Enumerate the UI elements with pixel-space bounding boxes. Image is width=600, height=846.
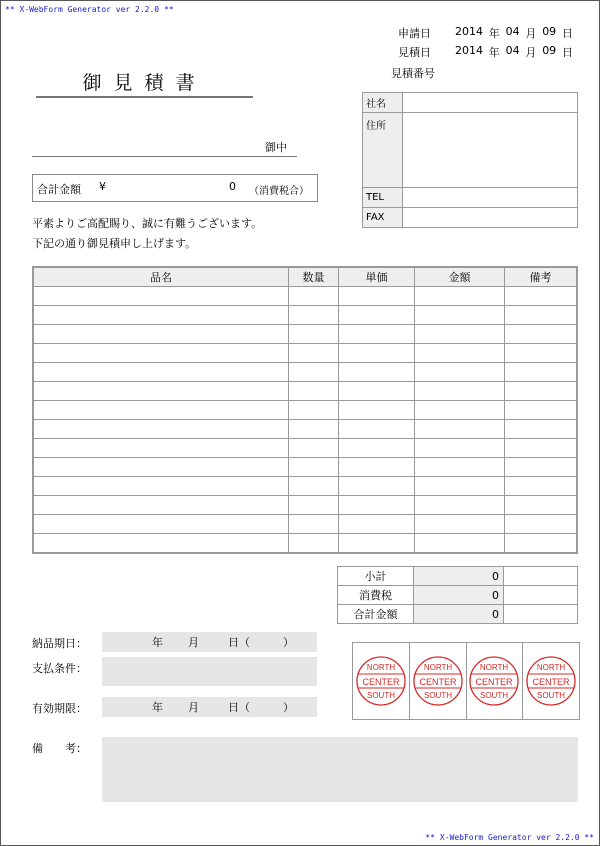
stamp-top-text: NORTH <box>536 663 566 672</box>
unit-price-cell[interactable] <box>339 287 415 306</box>
unit-price-cell[interactable] <box>339 534 415 554</box>
unit-price-cell[interactable] <box>339 401 415 420</box>
table-row <box>33 515 577 534</box>
apply-day[interactable]: 09 <box>542 25 557 38</box>
notes-cell[interactable] <box>505 401 578 420</box>
table-row <box>33 363 577 382</box>
greeting-line2: 下記の通り御見積申し上げます。 <box>32 237 197 250</box>
amount-cell[interactable] <box>415 477 505 496</box>
table-row <box>33 420 577 439</box>
company-address-label: 住所 <box>363 113 403 188</box>
company-name-label: 社名 <box>363 93 403 113</box>
quantity-cell[interactable] <box>289 363 339 382</box>
header-quantity: 数量 <box>289 267 339 287</box>
payment-terms-label: 支払条件： <box>32 662 87 675</box>
amount-cell[interactable] <box>415 306 505 325</box>
item-name-cell[interactable] <box>33 287 289 306</box>
month-char: 月 <box>525 27 537 40</box>
delivery-date-field[interactable] <box>102 632 317 652</box>
company-fax-label: FAX <box>363 208 403 228</box>
quantity-cell[interactable] <box>289 306 339 325</box>
items-header-row <box>33 267 577 287</box>
tax-note-cell[interactable] <box>504 586 578 605</box>
total-box <box>32 174 318 202</box>
notes-cell[interactable] <box>505 439 578 458</box>
unit-price-cell[interactable] <box>339 477 415 496</box>
notes-cell[interactable] <box>505 534 578 554</box>
notes-cell[interactable] <box>505 458 578 477</box>
stamp-mid-text: CENTER <box>419 677 457 687</box>
amount-cell[interactable] <box>415 287 505 306</box>
unit-price-cell[interactable] <box>339 306 415 325</box>
company-name-field[interactable] <box>403 93 578 113</box>
month-char: 月 <box>188 636 199 649</box>
item-name-cell[interactable] <box>33 306 289 325</box>
grand-total-note[interactable] <box>504 605 578 624</box>
payment-terms-field[interactable] <box>102 657 317 686</box>
table-row <box>33 325 577 344</box>
table-row <box>33 344 577 363</box>
notes-cell[interactable] <box>505 325 578 344</box>
stamp-mid-text: CENTER <box>475 677 513 687</box>
tax-value: 0 <box>414 586 504 605</box>
notes-cell[interactable] <box>505 306 578 325</box>
apply-month[interactable]: 04 <box>505 25 520 38</box>
table-row <box>33 534 577 554</box>
unit-price-cell[interactable] <box>339 382 415 401</box>
item-name-cell[interactable] <box>33 458 289 477</box>
amount-cell[interactable] <box>415 534 505 554</box>
estimate-number-label: 見積番号 <box>391 67 435 80</box>
stamp-mid-text: CENTER <box>362 677 400 687</box>
notes-cell[interactable] <box>505 515 578 534</box>
table-row <box>33 287 577 306</box>
stamp-top-text: NORTH <box>366 663 396 672</box>
item-name-cell[interactable] <box>33 439 289 458</box>
tax-label: 消費税 <box>338 586 414 605</box>
valid-until-label: 有効期限： <box>32 702 87 715</box>
unit-price-cell[interactable] <box>339 515 415 534</box>
table-row <box>33 306 577 325</box>
stamp-cell[interactable] <box>523 643 579 719</box>
quantity-cell[interactable] <box>289 534 339 554</box>
item-name-cell[interactable] <box>33 496 289 515</box>
table-row <box>33 458 577 477</box>
quantity-cell[interactable] <box>289 420 339 439</box>
total-value: 0 <box>229 180 236 193</box>
amount-cell[interactable] <box>415 496 505 515</box>
company-tel-field[interactable] <box>403 188 578 208</box>
day-char: 日（ <box>228 701 250 714</box>
item-name-cell[interactable] <box>33 420 289 439</box>
quantity-cell[interactable] <box>289 496 339 515</box>
item-name-cell[interactable] <box>33 401 289 420</box>
item-name-cell[interactable] <box>33 344 289 363</box>
close-paren: ） <box>283 636 294 649</box>
header-item-name: 品名 <box>33 267 289 287</box>
item-name-cell[interactable] <box>33 382 289 401</box>
table-row <box>33 401 577 420</box>
grand-total-label: 合計金額 <box>338 605 414 624</box>
unit-price-cell[interactable] <box>339 458 415 477</box>
day-char: 日（ <box>228 636 250 649</box>
quantity-cell[interactable] <box>289 458 339 477</box>
day-char: 日 <box>561 27 573 40</box>
stamp-bottom-text: SOUTH <box>537 691 566 700</box>
apply-date-label: 申請日 <box>398 27 431 40</box>
item-name-cell[interactable] <box>33 515 289 534</box>
stamp-cell[interactable] <box>353 643 410 719</box>
quantity-cell[interactable] <box>289 382 339 401</box>
unit-price-cell[interactable] <box>339 420 415 439</box>
table-row <box>33 477 577 496</box>
apply-date <box>455 25 573 41</box>
item-name-cell[interactable] <box>33 325 289 344</box>
month-char: 月 <box>525 46 537 59</box>
amount-cell[interactable] <box>415 401 505 420</box>
year-char: 年 <box>152 701 163 714</box>
summary-table <box>337 566 578 624</box>
year-char: 年 <box>152 636 163 649</box>
stamp-seal-icon <box>468 655 520 707</box>
stamp-top-text: NORTH <box>480 663 509 672</box>
month-char: 月 <box>188 701 199 714</box>
total-label: 合計金額 <box>37 183 81 196</box>
amount-cell[interactable] <box>415 458 505 477</box>
estimate-date <box>455 44 573 60</box>
header-notes: 備考 <box>505 267 578 287</box>
stamp-seal-icon <box>525 655 577 707</box>
subtotal-label: 小計 <box>338 567 414 586</box>
year-char: 年 <box>488 46 500 59</box>
stamp-cell[interactable] <box>410 643 467 719</box>
stamp-bottom-text: SOUTH <box>366 691 395 700</box>
item-name-cell[interactable] <box>33 534 289 554</box>
items-body <box>33 287 577 554</box>
amount-cell[interactable] <box>415 515 505 534</box>
unit-price-cell[interactable] <box>339 363 415 382</box>
company-address-field[interactable] <box>403 113 578 188</box>
amount-cell[interactable] <box>415 325 505 344</box>
table-row <box>33 439 577 458</box>
tax-note: （消費税合） <box>249 186 309 197</box>
notes-cell[interactable] <box>505 496 578 515</box>
company-tel-label: TEL <box>363 188 403 208</box>
item-name-cell[interactable] <box>33 477 289 496</box>
currency-symbol: ¥ <box>99 180 106 193</box>
amount-cell[interactable] <box>415 344 505 363</box>
estimate-year[interactable]: 2014 <box>455 44 483 57</box>
unit-price-cell[interactable] <box>339 496 415 515</box>
items-table <box>32 266 578 554</box>
unit-price-cell[interactable] <box>339 325 415 344</box>
amount-cell[interactable] <box>415 363 505 382</box>
recipient-field[interactable] <box>32 138 297 157</box>
subtotal-note[interactable] <box>504 567 578 586</box>
table-row <box>33 382 577 401</box>
unit-price-cell[interactable] <box>339 344 415 363</box>
amount-cell[interactable] <box>415 420 505 439</box>
year-char: 年 <box>488 27 500 40</box>
company-info-table <box>362 92 578 228</box>
quantity-cell[interactable] <box>289 287 339 306</box>
valid-until-field[interactable] <box>102 697 317 717</box>
recipient-suffix: 御中 <box>265 141 287 154</box>
generator-label-top: ** X-WebForm Generator ver 2.2.0 ** <box>5 5 174 14</box>
subtotal-value: 0 <box>414 567 504 586</box>
grand-total-value: 0 <box>414 605 504 624</box>
stamp-cell[interactable] <box>467 643 524 719</box>
stamp-bottom-text: SOUTH <box>480 691 509 700</box>
stamp-seal-icon <box>412 655 464 707</box>
approval-stamps <box>352 642 580 720</box>
quantity-cell[interactable] <box>289 344 339 363</box>
remarks-field[interactable] <box>102 737 578 802</box>
notes-cell[interactable] <box>505 363 578 382</box>
quantity-cell[interactable] <box>289 325 339 344</box>
quantity-cell[interactable] <box>289 439 339 458</box>
header-unit-price: 単価 <box>339 267 415 287</box>
estimate-day[interactable]: 09 <box>542 44 557 57</box>
stamp-seal-icon <box>355 655 407 707</box>
quantity-cell[interactable] <box>289 515 339 534</box>
estimate-date-label: 見積日 <box>398 46 431 59</box>
estimate-month[interactable]: 04 <box>505 44 520 57</box>
unit-price-cell[interactable] <box>339 439 415 458</box>
table-row <box>33 496 577 515</box>
stamp-top-text: NORTH <box>423 663 452 672</box>
stamp-bottom-text: SOUTH <box>423 691 452 700</box>
header-amount: 金額 <box>415 267 505 287</box>
stamp-mid-text: CENTER <box>532 677 570 687</box>
quantity-cell[interactable] <box>289 477 339 496</box>
amount-cell[interactable] <box>415 382 505 401</box>
item-name-cell[interactable] <box>33 363 289 382</box>
delivery-date-label: 納品期日： <box>32 637 87 650</box>
notes-cell[interactable] <box>505 420 578 439</box>
quantity-cell[interactable] <box>289 401 339 420</box>
document-title: 御見積書 <box>36 68 253 98</box>
notes-cell[interactable] <box>505 382 578 401</box>
remarks-label: 備 考： <box>32 742 87 755</box>
greeting-line1: 平素よりご高配賜り、誠に有難うございます。 <box>32 217 263 230</box>
notes-cell[interactable] <box>505 344 578 363</box>
notes-cell[interactable] <box>505 477 578 496</box>
close-paren: ） <box>283 701 294 714</box>
company-fax-field[interactable] <box>403 208 578 228</box>
generator-label-bottom: ** X-WebForm Generator ver 2.2.0 ** <box>425 833 594 842</box>
notes-cell[interactable] <box>505 287 578 306</box>
apply-year[interactable]: 2014 <box>455 25 483 38</box>
amount-cell[interactable] <box>415 439 505 458</box>
day-char: 日 <box>561 46 573 59</box>
